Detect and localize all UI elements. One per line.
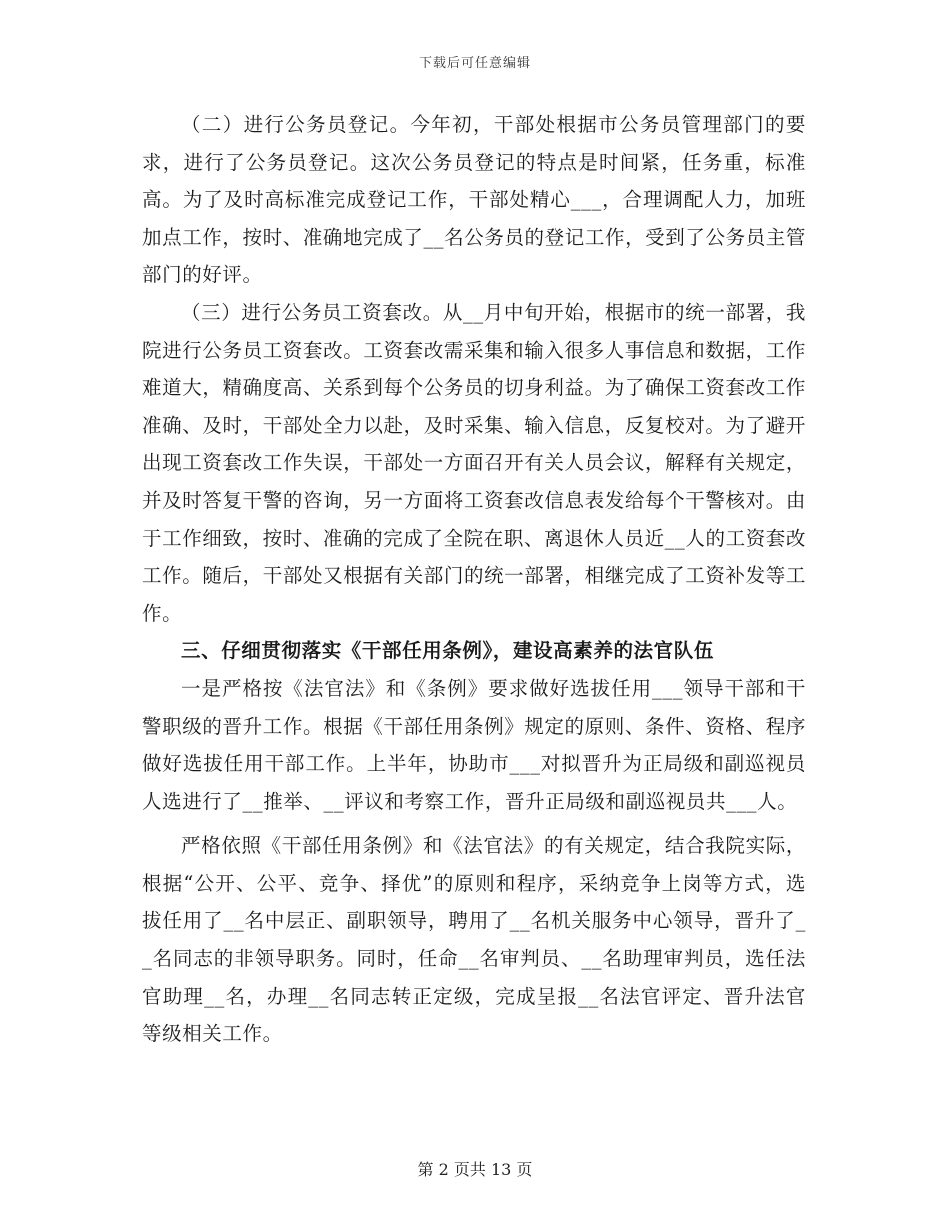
paragraph-civil-servant-registration: （二）进行公务员登记。今年初，干部处根据市公务员管理部门的要求，进行了公务员登记。这次公务员登记的特点是时间紧，任务重，标准高。为了及时高标准完成登记工作，干部处精心___，合理调配人力，加班加点工作，按时、准确地完成了__名公务员的登记工作，受到了公务员主管部门的好评。	[142, 113, 806, 287]
document-body	[142, 106, 806, 1053]
section-heading-three: 三、仔细贯彻落实《干部任用条例》，建设高素养的法官队伍	[181, 639, 714, 663]
paragraph-salary-reform: （三）进行公务员工资套改。从__月中旬开始，根据市的统一部署，我院进行公务员工资套改。工资套改需采集和输入很多人事信息和数据，工作难道大，精确度高、关系到每个公务员的切身利益。为了确保工资套改工作准确、及时，干部处全力以赴，及时采集、输入信息，反复校对。为了避开出现工资套改工作失误，干部处一方面召开有关人员会议，解释有关规定，并及时答复干警的咨询，另一方面将工资套改信息表发给每个干警核对。由于工作细致，按时、准确的完成了全院在职、离退休人员近__人的工资套改工作。随后，干部处又根据有关部门的统一部署，相继完成了工资补发等工作。	[142, 300, 806, 625]
page-header: 下载后可任意编辑	[418, 56, 531, 71]
paragraph-appointments: 严格依照《干部任用条例》和《法官法》的有关规定，结合我院实际，根据“公开、公平、竞争、择优”的原则和程序，采纳竞争上岗等方式，选拔任用了__名中层正、副职领导，聘用了__名机关服务中心领导，晋升了__名同志的非领导职务。同时，任命__名审判员、__名助理审判员，选任法官助理__名，办理__名同志转正定级，完成呈报__名法官评定、晋升法官等级相关工作。	[142, 834, 806, 1046]
paragraph-promotion-work: 一是严格按《法官法》和《条例》要求做好选拔任用___领导干部和干警职级的晋升工作。根据《干部任用条例》规定的原则、条件、资格、程序做好选拔任用干部工作。上半年，协助市___对拟晋升为正局级和副巡视员人选进行了__推举、__评议和考察工作，晋升正局级和副巡视员共___人。	[142, 676, 806, 813]
page-footer: 第 2 页共 13 页	[417, 1160, 533, 1179]
